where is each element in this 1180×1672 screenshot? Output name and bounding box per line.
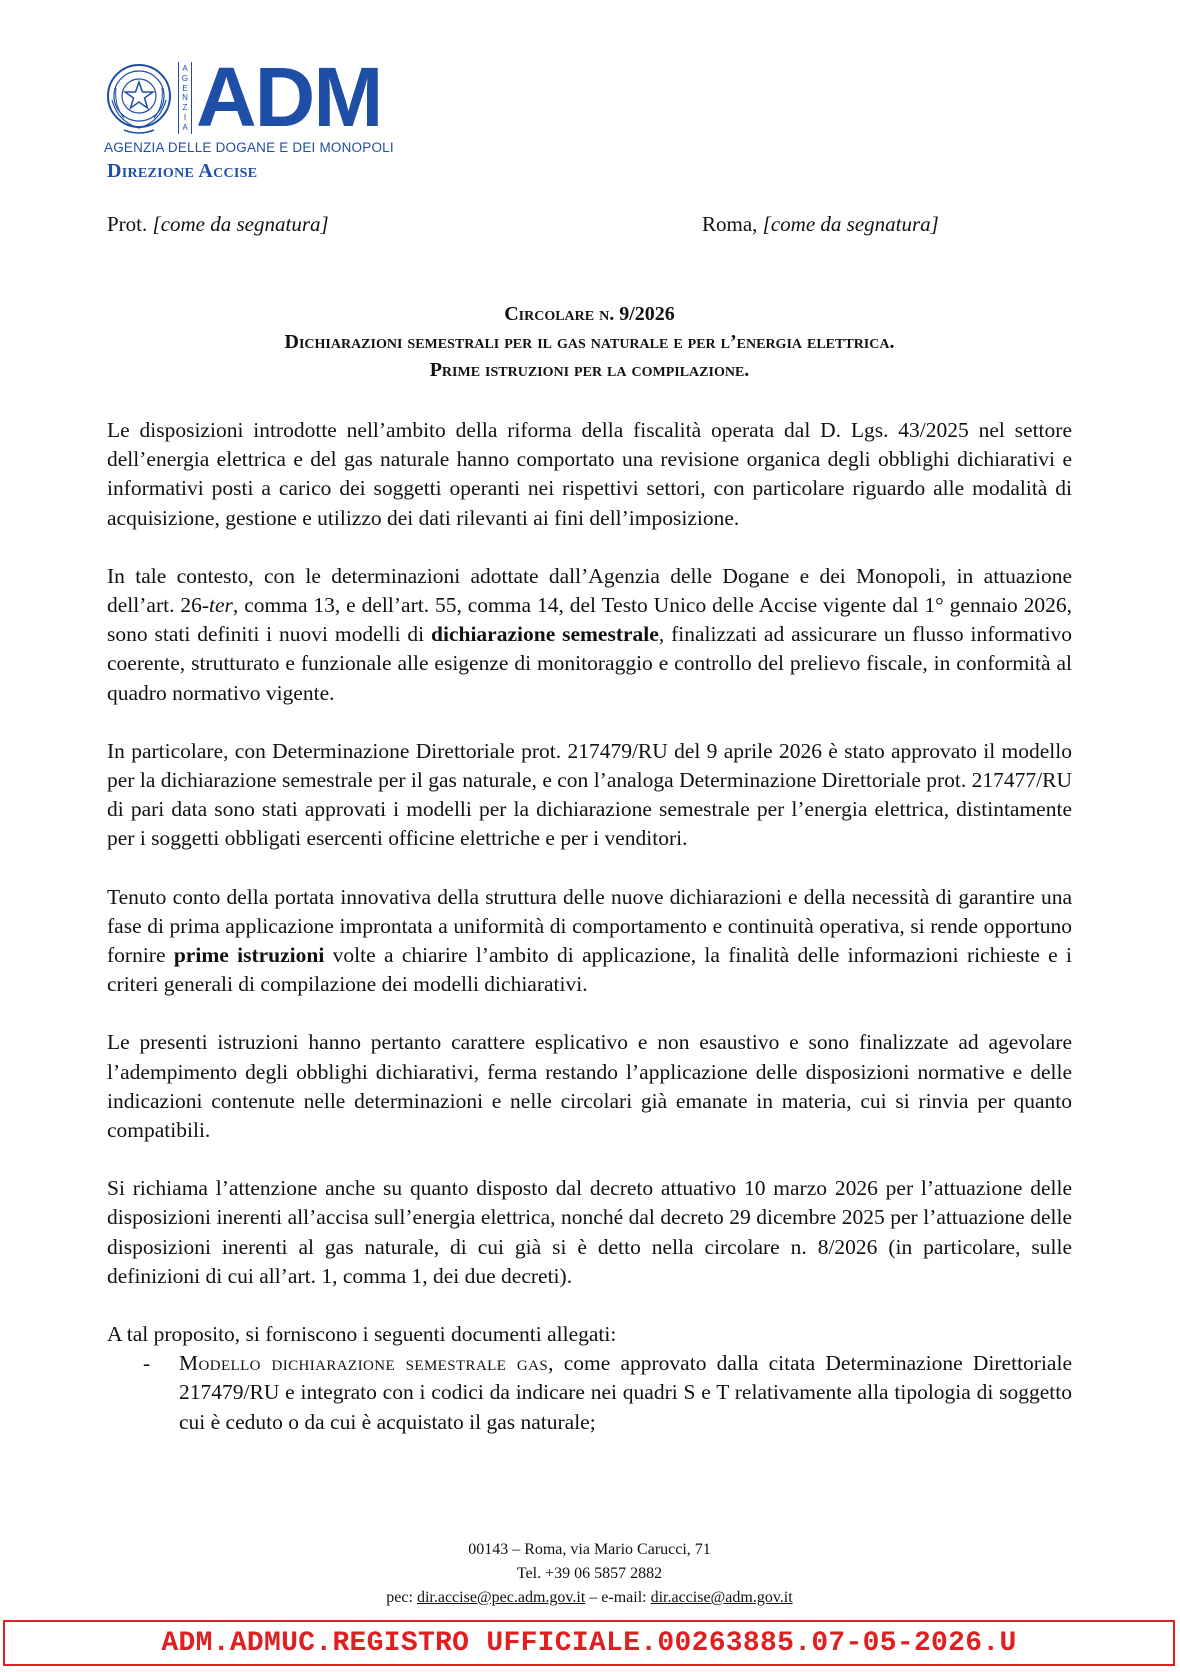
body-text	[107, 416, 1072, 1437]
place-date-line: Roma, [come da segnatura]	[702, 212, 939, 236]
department-name: Direzione Accise	[107, 160, 258, 182]
agency-name: AGENZIA DELLE DOGANE E DEI MONOPOLI	[104, 140, 394, 155]
paragraph-1: Le disposizioni introdotte nell’ambito della riforma della fiscalità operata dal D. Lgs. 43/2025 nel settore dell’energia elettrica e del gas naturale hanno comportato una revisione organica degli obblighi dichiarativi e informativi posti a carico dei soggetti operanti nei rispettivi settori, con particolare riguardo alle modalità di acquisizione, gestione e utilizzo dei dati rilevanti ai fini dell’imposizione.	[107, 418, 1072, 530]
paragraph-7: A tal proposito, si forniscono i seguenti documenti allegati:	[107, 1322, 617, 1347]
bullet-dash: -	[143, 1351, 151, 1376]
footer-street: 00143 – Roma, via Mario Carucci, 71	[468, 1541, 711, 1558]
registry-number: ADM.ADMUC.REGISTRO UFFICIALE.00263885.07-05-2026.U	[161, 1627, 1017, 1659]
adm-logo	[104, 50, 424, 170]
protocol-value: [come da segnatura]	[152, 212, 329, 236]
circular-title	[107, 300, 1072, 384]
protocol-line: Prot. [come da segnatura]	[107, 212, 329, 236]
footer-phone: Tel. +39 06 5857 2882	[516, 1565, 663, 1582]
adm-wordmark: ADM	[196, 50, 382, 144]
paragraph-4: Tenuto conto della portata innovativa della struttura delle nuove dichiarazioni e della necessità di garantire una fase di prima applicazione improntata a uniformità di comportamento e continuità operativa, si rende opportuno fornire prime istruzioni volte a chiarire l’ambito di applicazione, la finalità delle informazioni richieste e i criteri generali di compilazione dei modelli dichiarativi.	[107, 884, 1073, 997]
title-number: Circolare n. 9/2026	[504, 303, 675, 325]
emblem-seal-icon	[104, 60, 174, 140]
paragraph-6: Si richiama l’attenzione anche su quanto disposto dal decreto attuativo 10 marzo 2026 per l’attuazione delle disposizioni inerenti all’accisa sull’energia elettrica, nonché dal decreto 29 dicembre 2025 per l’attuazione delle disposizioni inerenti al gas naturale, di cui già si è detto nella circolare n. 8/2026 (in particolare, sulle definizioni di cui all’art. 1, comma 1, dei due decreti).	[107, 1176, 1072, 1288]
footer-contacts: pec: dir.accise@pec.adm.gov.it – e-mail: dir.accise@adm.gov.it	[386, 1589, 793, 1606]
paragraph-3: In particolare, con Determinazione Direttoriale prot. 217479/RU del 9 aprile 2026 è stato approvato il modello per la dichiarazione semestrale per il gas naturale, e con l’analoga Determinazione Direttoriale prot. 217477/RU di pari data sono stati approvati i modelli per la dichiarazione semestrale per l’energia elettrica, distintamente per i soggetti obbligati esercenti officine elettriche e per i venditori.	[107, 738, 1072, 851]
list-item: - Modello dichiarazione semestrale gas, come approvato dalla citata Determinazione Direttoriale 217479/RU e integrato con i codici da indicare nei quadri S e T relativamente alla tipologia di soggetto cui è ceduto o da cui è acquistato il gas naturale;	[107, 1349, 1072, 1437]
pec-link[interactable]: dir.accise@pec.adm.gov.it	[416, 1589, 586, 1606]
vertical-agenzia-text: A G E N Z I A	[178, 62, 192, 134]
date-value: [come da segnatura]	[762, 212, 939, 236]
paragraph-2: In tale contesto, con le determinazioni adottate dall’Agenzia delle Dogane e dei Monopoli, in attuazione dell’art. 26-ter, comma 13, e dell’art. 55, comma 14, del Testo Unico delle Accise vigente dal 1° gennaio 2026, sono stati definiti i nuovi modelli di dichiarazione semestrale, finalizzati ad assicurare un flusso informativo coerente, strutturato e funzionale alle esigenze di monitoraggio e controllo del prelievo fiscale, in conformità al quadro normativo vigente.	[107, 563, 1073, 705]
paragraph-5: Le presenti istruzioni hanno pertanto carattere esplicativo e non esaustivo e sono finalizzate ad agevolare l’adempimento degli obblighi dichiarativi, ferma restando l’applicazione delle disposizioni normative e delle indicazioni contenute nelle determinazioni e nelle circolari già emanate in materia, cui si rinvia per quanto compatibili.	[107, 1030, 1072, 1143]
title-subject: Dichiarazioni semestrali per il gas naturale e per l’energia elettrica.	[284, 331, 895, 353]
title-subtitle: Prime istruzioni per la compilazione.	[429, 359, 750, 381]
email-link[interactable]: dir.accise@adm.gov.it	[650, 1589, 793, 1606]
registry-stamp	[3, 1620, 1175, 1666]
footer-address	[107, 1538, 1072, 1610]
